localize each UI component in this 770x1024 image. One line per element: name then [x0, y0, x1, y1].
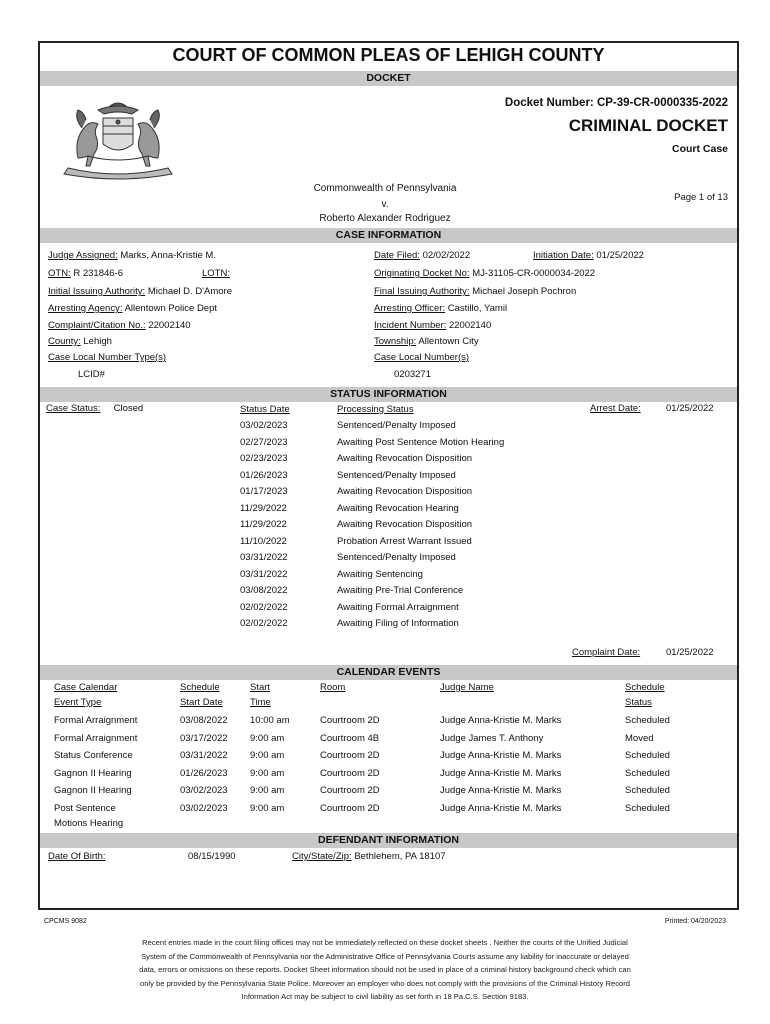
processing-status: Sentenced/Penalty Imposed: [337, 469, 456, 481]
calendar-status: Scheduled: [625, 803, 670, 814]
calendar-date: 03/02/2023: [180, 785, 228, 797]
printed-date: Printed: 04/20/2023: [664, 918, 726, 925]
county-label: County:: [48, 336, 81, 347]
calendar-header-room: Room: [320, 682, 346, 693]
calendar-date: 03/31/2022: [180, 750, 228, 762]
arresting-agency: [48, 303, 217, 314]
processing-status: Awaiting Sentencing: [337, 568, 423, 580]
case-status: [46, 403, 143, 414]
calendar-header-status-2: Status: [625, 697, 652, 708]
arresting-agency-label: Arresting Agency:: [48, 303, 123, 314]
calendar-judge: Judge Anna-Kristie M. Marks: [440, 803, 562, 814]
originating-docket-label: Originating Docket No:: [374, 268, 470, 279]
initiation-date-value: 01/25/2022: [596, 250, 644, 261]
calendar-date: 01/26/2023: [180, 767, 228, 779]
arresting-officer-label: Arresting Officer:: [374, 303, 446, 314]
calendar-judge: Judge Anna-Kristie M. Marks: [440, 767, 562, 779]
case-local-number-type-value: LCID#: [78, 369, 105, 380]
final-issuing-authority: [374, 286, 576, 297]
processing-status: Probation Arrest Warrant Issued: [337, 535, 472, 547]
status-date: 01/26/2023: [240, 469, 288, 481]
initial-issuing-authority: [48, 286, 232, 297]
otn: [48, 268, 123, 279]
city-state-zip: [292, 851, 446, 862]
case-local-number-value: 0203271: [394, 369, 431, 380]
status-date: 11/29/2022: [240, 502, 287, 514]
dob-label: Date Of Birth:: [48, 851, 106, 862]
calendar-time: 9:00 am: [250, 767, 285, 779]
status-date: 03/31/2022: [240, 568, 288, 580]
calendar-events-bar: CALENDAR EVENTS: [40, 665, 737, 680]
pennsylvania-seal-icon: [48, 98, 188, 180]
judge-assigned-label: Judge Assigned:: [48, 250, 118, 261]
processing-status: Awaiting Revocation Disposition: [337, 519, 473, 530]
status-date: 02/02/2022: [240, 601, 288, 613]
calendar-room: Courtroom 2D: [320, 785, 380, 797]
status-date: 02/23/2023: [240, 453, 288, 464]
arresting-agency-value: Allentown Police Dept: [124, 303, 218, 314]
complaint-citation-label: Complaint/Citation No.:: [48, 320, 146, 331]
calendar-header-start-2: Time: [250, 697, 271, 708]
case-local-numbers-label: Case Local Number(s): [374, 352, 470, 363]
court-case-label: Court Case: [671, 143, 728, 155]
calendar-room: Courtroom 2D: [320, 803, 380, 814]
incident-number: [374, 320, 491, 331]
county: [48, 336, 112, 347]
arrest-date-value: 01/25/2022: [666, 403, 714, 414]
initiation-date: [533, 250, 644, 261]
processing-status: Awaiting Revocation Disposition: [337, 453, 473, 464]
city-state-zip-label: City/State/Zip:: [292, 851, 352, 862]
calendar-room: Courtroom 2D: [320, 750, 380, 762]
status-date: 03/31/2022: [240, 552, 288, 563]
originating-docket-value: MJ-31105-CR-0000034-2022: [472, 268, 596, 279]
disclaimer: [60, 936, 710, 1004]
calendar-time: 9:00 am: [250, 750, 285, 762]
calendar-judge: Judge Anna-Kristie M. Marks: [440, 785, 562, 797]
calendar-type: Status Conference: [54, 750, 133, 762]
calendar-time: 10:00 am: [250, 715, 290, 726]
complaint-citation-value: 22002140: [148, 320, 191, 331]
judge-assigned: [48, 250, 216, 261]
calendar-type: Gagnon II Hearing: [54, 767, 132, 779]
processing-status: Awaiting Revocation Hearing: [337, 502, 459, 514]
caption-line-3: Roberto Alexander Rodriguez: [319, 213, 451, 224]
city-state-zip-value: Bethlehem, PA 18107: [354, 851, 446, 862]
calendar-type: Formal Arraignment: [54, 732, 138, 744]
initial-authority-value: Michael D. D'Amore: [147, 286, 232, 297]
processing-status-header: Processing Status: [337, 404, 414, 415]
calendar-type-line-2: Motions Hearing: [54, 818, 124, 829]
complaint-citation: [48, 320, 191, 331]
calendar-header-schedule-2: Start Date: [180, 697, 223, 708]
page-indicator: Page 1 of 13: [674, 192, 728, 203]
township-value: Allentown City: [418, 336, 479, 347]
otn-value: R 231846-6: [73, 268, 123, 279]
docket-number: Docket Number: CP-39-CR-0000335-2022: [504, 97, 728, 109]
calendar-date: 03/02/2023: [180, 803, 228, 814]
incident-number-label: Incident Number:: [374, 320, 447, 331]
arrest-date-label: Arrest Date:: [590, 403, 641, 414]
calendar-header-type-2: Event Type: [54, 697, 102, 708]
caption-line-2: v.: [381, 199, 389, 210]
processing-status: Sentenced/Penalty Imposed: [337, 420, 456, 431]
calendar-status: Scheduled: [625, 715, 670, 726]
complaint-date-value: 01/25/2022: [666, 647, 714, 658]
processing-status: Sentenced/Penalty Imposed: [337, 552, 456, 563]
caption-line-1: Commonwealth of Pennsylvania: [313, 183, 457, 194]
calendar-time: 9:00 am: [250, 785, 285, 797]
defendant-information-bar: DEFENDANT INFORMATION: [40, 833, 737, 848]
initial-authority-label: Initial Issuing Authority:: [48, 286, 146, 297]
township: [374, 336, 479, 347]
status-date: 02/02/2022: [240, 618, 288, 629]
processing-status: Awaiting Post Sentence Motion Hearing: [337, 436, 505, 448]
calendar-status: Scheduled: [625, 785, 670, 797]
calendar-header-schedule-1: Schedule: [180, 682, 220, 693]
disclaimer-line: Information Act may be subject to civil liability as set forth in 18 Pa.C.S. Section 9183.: [241, 992, 529, 1002]
calendar-judge: Judge James T. Anthony: [440, 732, 544, 744]
township-label: Township:: [374, 336, 417, 347]
date-filed-value: 02/02/2022: [422, 250, 471, 261]
calendar-time: 9:00 am: [250, 803, 285, 814]
final-authority-label: Final Issuing Authority:: [374, 286, 470, 297]
docket-type: CRIMINAL DOCKET: [568, 116, 728, 135]
calendar-room: Courtroom 2D: [320, 715, 380, 726]
calendar-type: Post Sentence: [54, 803, 116, 814]
processing-status: Awaiting Filing of Information: [337, 618, 459, 629]
calendar-date: 03/17/2022: [180, 732, 228, 744]
dob-value: 08/15/1990: [188, 851, 236, 862]
disclaimer-line: only be provided by the Pennsylvania State Police. Moreover an employer who does not comply with the provisions of the Criminal History Record: [139, 978, 631, 988]
status-information-bar: STATUS INFORMATION: [40, 387, 737, 402]
status-date-header: Status Date: [240, 404, 290, 415]
otn-label: OTN:: [48, 268, 71, 279]
calendar-judge: Judge Anna-Kristie M. Marks: [440, 715, 562, 726]
calendar-status: Scheduled: [625, 750, 670, 762]
initiation-date-label: Initiation Date:: [533, 250, 594, 261]
status-date: 03/02/2023: [240, 420, 288, 431]
status-date: 02/27/2023: [240, 436, 288, 448]
calendar-room: Courtroom 4B: [320, 732, 380, 744]
case-status-label: Case Status:: [46, 403, 101, 414]
date-filed: [374, 250, 470, 261]
arresting-officer: [374, 303, 507, 314]
status-date: 03/08/2022: [240, 585, 288, 596]
court-title: COURT OF COMMON PLEAS OF LEHIGH COUNTY: [172, 45, 605, 65]
calendar-header-status-1: Schedule: [625, 682, 665, 693]
form-id: CPCMS 9082: [44, 918, 87, 925]
judge-assigned-value: Marks, Anna-Kristie M.: [120, 250, 216, 261]
calendar-date: 03/08/2022: [180, 715, 228, 726]
calendar-header-start-1: Start: [250, 682, 271, 693]
calendar-status: Moved: [625, 732, 654, 744]
calendar-type: Gagnon II Hearing: [54, 785, 132, 797]
county-value: Lehigh: [83, 336, 112, 347]
calendar-judge: Judge Anna-Kristie M. Marks: [440, 750, 562, 762]
date-filed-label: Date Filed:: [374, 250, 420, 261]
originating-docket: [374, 268, 595, 279]
calendar-time: 9:00 am: [250, 732, 285, 744]
calendar-room: Courtroom 2D: [320, 767, 380, 779]
processing-status: Awaiting Pre-Trial Conference: [337, 585, 464, 596]
incident-number-value: 22002140: [448, 320, 492, 331]
arresting-officer-value: Castillo, Yamil: [447, 303, 508, 314]
status-date: 01/17/2023: [240, 486, 288, 497]
lotn-label: LOTN:: [202, 268, 230, 279]
case-status-value: Closed: [113, 403, 144, 414]
disclaimer-line: Recent entries made in the court filing offices may not be immediately reflected on these docket sheets . Neither the courts of the Unified Judicial: [142, 938, 628, 947]
calendar-header-type-1: Case Calendar: [54, 682, 118, 693]
status-date: 11/10/2022: [240, 535, 287, 547]
case-local-number-type-label: Case Local Number Type(s): [48, 352, 167, 363]
calendar-header-judge: Judge Name: [440, 682, 494, 693]
final-authority-value: Michael Joseph Pochron: [472, 286, 577, 297]
case-information-bar: CASE INFORMATION: [40, 228, 737, 243]
processing-status: Awaiting Revocation Disposition: [337, 486, 473, 497]
docket-bar: DOCKET: [40, 71, 737, 86]
status-date: 11/29/2022: [240, 519, 287, 530]
disclaimer-line: System of the Commonwealth of Pennsylvania nor the Administrative Office of Pennsylvania Courts assume any liability for inaccurate or delayed: [141, 951, 629, 961]
calendar-status: Scheduled: [625, 767, 670, 779]
disclaimer-line: data, errors or omissions on these reports. Docket Sheet information should not be used in place of a criminal history background check which can: [139, 965, 631, 975]
processing-status: Awaiting Formal Arraignment: [337, 601, 459, 613]
complaint-date-label: Complaint Date:: [572, 647, 641, 658]
calendar-type: Formal Arraignment: [54, 715, 138, 726]
